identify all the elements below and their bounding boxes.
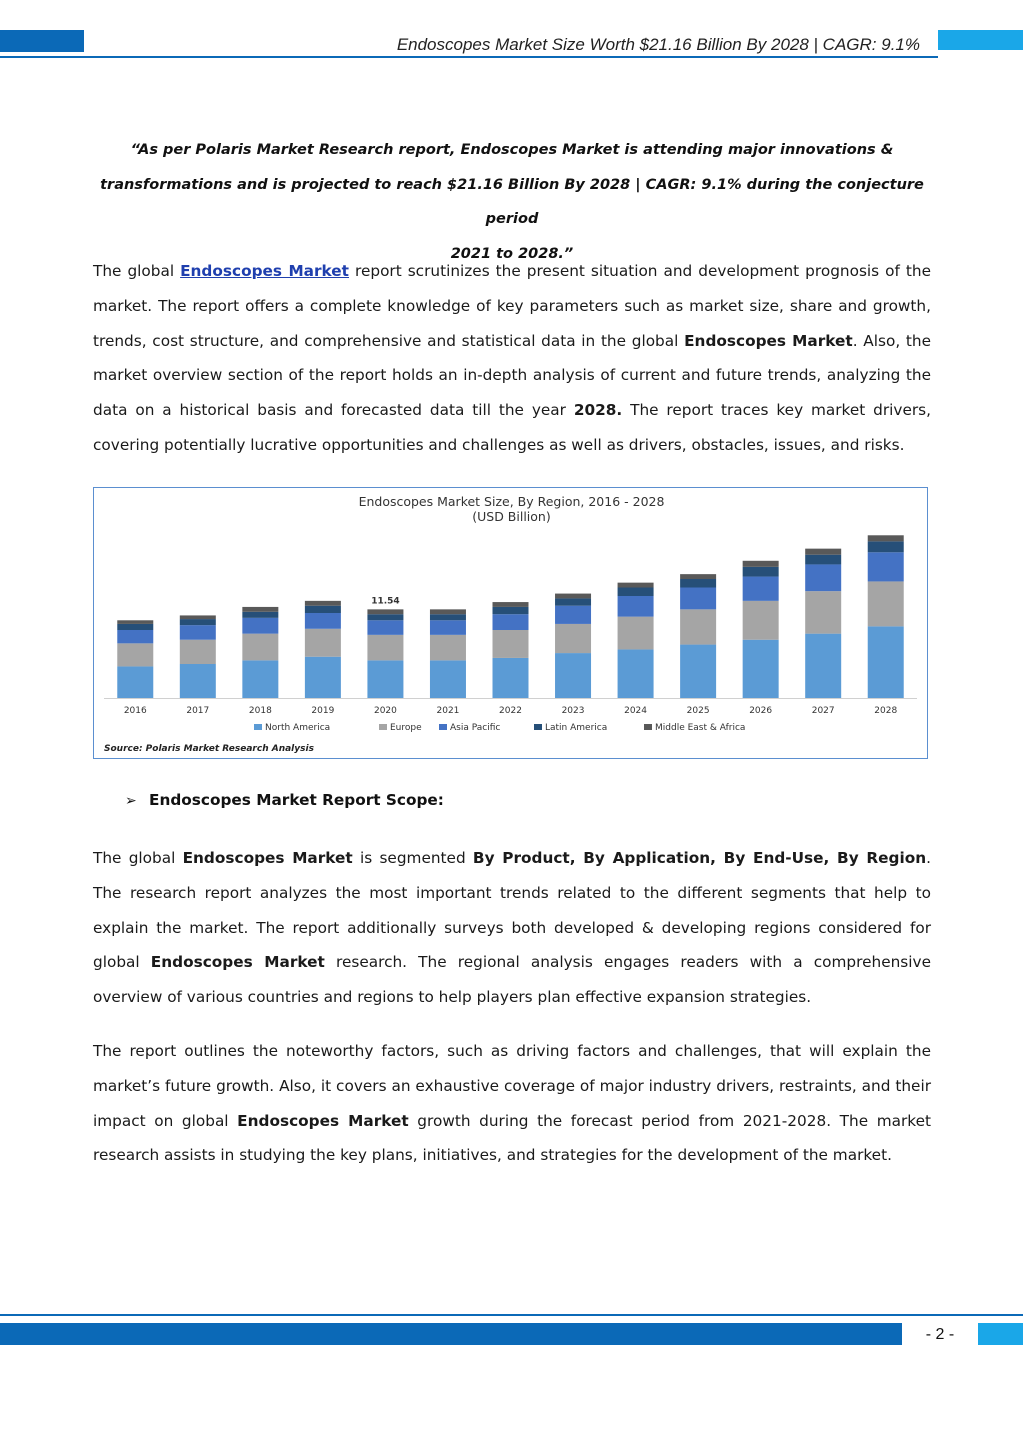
bar-segment bbox=[430, 660, 466, 698]
legend-swatch bbox=[439, 724, 447, 730]
quote-line-3: 2021 to 2028.” bbox=[450, 245, 574, 262]
bar-segment bbox=[117, 643, 153, 666]
x-tick-label: 2019 bbox=[311, 706, 335, 716]
bold-term: Endoscopes Market bbox=[237, 1111, 409, 1130]
bar-segment bbox=[430, 635, 466, 661]
bar-segment bbox=[493, 614, 529, 630]
legend-label: Asia Pacific bbox=[450, 723, 501, 733]
quote-line-1: “As per Polaris Market Research report, Endoscopes Market is attending major innovations & bbox=[130, 142, 894, 158]
text: . The research report analyzes the most important trends related to the different segments that help to explain the market. The report additionally surveys both developed & developing regions considered for global bbox=[93, 849, 931, 972]
bar-segment bbox=[555, 594, 591, 599]
bold-term: Endoscopes Market bbox=[684, 331, 853, 350]
chart-source: Source: Polaris Market Research Analysis bbox=[104, 744, 314, 754]
x-tick-label: 2026 bbox=[749, 706, 773, 716]
segmentation-paragraph bbox=[93, 841, 931, 1015]
bar-segment bbox=[242, 660, 278, 698]
data-label: 11.54 bbox=[371, 596, 400, 607]
header-title: Endoscopes Market Size Worth $21.16 Billion By 2028 | CAGR: 9.1% bbox=[396, 35, 920, 54]
bold-segments: By Product, By Application, By End-Use, By Region bbox=[472, 849, 927, 867]
section-heading bbox=[125, 791, 444, 809]
bar-segment bbox=[180, 615, 216, 619]
bar-segment bbox=[117, 620, 153, 624]
bar-segment bbox=[430, 620, 466, 635]
footer-accent-bar-right bbox=[978, 1323, 1023, 1345]
bar-segment bbox=[493, 630, 529, 658]
bar-segment bbox=[680, 579, 716, 588]
bar-segment bbox=[680, 588, 716, 610]
bar-segment bbox=[305, 657, 341, 698]
section-heading-text: Endoscopes Market Report Scope: bbox=[149, 791, 444, 809]
bar-segment bbox=[180, 640, 216, 664]
x-tick-label: 2018 bbox=[248, 706, 272, 716]
text: report scrutinizes the present situation and development prognosis of the market. The report offers a complete knowledge of key parameters such as market size, share and growth, trends, cost structure, and comprehensive and statistical data in the global bbox=[93, 262, 931, 350]
bar-segment bbox=[305, 613, 341, 629]
x-tick-label: 2024 bbox=[624, 706, 648, 716]
bar-segment bbox=[242, 618, 278, 634]
text: The global bbox=[93, 849, 183, 867]
bar-segment bbox=[805, 634, 841, 698]
legend-swatch bbox=[644, 724, 652, 730]
bar-segment bbox=[743, 577, 779, 601]
bar-segment bbox=[180, 625, 216, 640]
bar-segment bbox=[555, 624, 591, 653]
market-size-chart bbox=[93, 487, 928, 759]
legend-swatch bbox=[379, 724, 387, 730]
chart-subtitle: (USD Billion) bbox=[472, 509, 551, 524]
bar-segment bbox=[618, 617, 654, 650]
bar-segment bbox=[555, 653, 591, 698]
header-accent-bar-left bbox=[0, 30, 84, 52]
bar-segment bbox=[805, 591, 841, 633]
text: research. The regional analysis engages readers with a comprehensive overview of various countries and regions to help players plan effective expansion strategies. bbox=[93, 953, 931, 1007]
legend-label: Latin America bbox=[545, 723, 608, 733]
bar-segment bbox=[180, 664, 216, 698]
x-tick-label: 2016 bbox=[123, 706, 147, 716]
bar-segment bbox=[618, 596, 654, 617]
bar-segment bbox=[743, 640, 779, 698]
x-tick-label: 2028 bbox=[874, 706, 898, 716]
text: The report traces key market drivers, covering potentially lucrative opportunities and challenges as well as drivers, obstacles, issues, and risks. bbox=[93, 401, 931, 454]
legend-label: Middle East & Africa bbox=[655, 723, 746, 733]
bar-segment bbox=[805, 549, 841, 555]
x-tick-label: 2017 bbox=[186, 706, 210, 716]
x-tick-label: 2021 bbox=[436, 706, 460, 716]
bar-segment bbox=[493, 602, 529, 607]
text: . Also, the market overview section of the report holds an in-depth analysis of current and future trends, analyzing the data on a historical basis and forecasted data till the year bbox=[93, 331, 932, 420]
bar-segment bbox=[430, 614, 466, 620]
bar-segment bbox=[367, 620, 403, 635]
growth-factors-paragraph bbox=[93, 1034, 931, 1173]
bar-segment bbox=[180, 619, 216, 625]
bar-segment bbox=[868, 581, 904, 626]
bar-segment bbox=[430, 609, 466, 614]
text: growth during the forecast period from 2021-2028. The market research assists in studying the key plans, initiatives, and strategies for the development of the market. bbox=[93, 1111, 932, 1165]
bar-segment bbox=[242, 607, 278, 612]
bar-segment bbox=[805, 564, 841, 591]
bar-segment bbox=[117, 666, 153, 698]
bar-segment bbox=[868, 626, 904, 698]
chart-canvas bbox=[94, 488, 929, 760]
x-tick-label: 2023 bbox=[561, 706, 585, 716]
bar-segment bbox=[305, 601, 341, 606]
x-tick-label: 2025 bbox=[686, 706, 710, 716]
bar-segment bbox=[117, 630, 153, 643]
legend-swatch bbox=[534, 724, 542, 730]
bar-segment bbox=[367, 614, 403, 620]
bar-segment bbox=[868, 541, 904, 552]
arrow-bullet-icon: ➢ bbox=[125, 793, 137, 809]
bar-segment bbox=[680, 609, 716, 644]
bar-segment bbox=[555, 598, 591, 605]
bar-segment bbox=[493, 607, 529, 614]
x-tick-label: 2022 bbox=[499, 706, 522, 716]
endoscopes-market-link[interactable]: Endoscopes Market bbox=[180, 262, 349, 280]
bar-segment bbox=[555, 606, 591, 624]
bar-segment bbox=[868, 535, 904, 541]
legend-label: Europe bbox=[390, 723, 422, 733]
footer-accent-bar-left bbox=[0, 1323, 902, 1345]
bar-segment bbox=[680, 574, 716, 579]
bar-segment bbox=[493, 658, 529, 698]
bar-segment bbox=[367, 609, 403, 614]
bold-term: Endoscopes Market bbox=[182, 849, 353, 867]
bar-segment bbox=[868, 552, 904, 581]
bar-segment bbox=[242, 634, 278, 661]
text: The global bbox=[93, 262, 181, 280]
quote-line-2: transformations and is projected to reach $21.16 Billion By 2028 | CAGR: 9.1% during the conjecture period bbox=[100, 176, 924, 227]
bar-segment bbox=[805, 555, 841, 565]
bar-segment bbox=[117, 624, 153, 630]
header-accent-bar-right bbox=[938, 30, 1023, 50]
text: is segmented bbox=[352, 849, 473, 867]
page-number: - 2 - bbox=[925, 1326, 955, 1343]
bar-segment bbox=[743, 561, 779, 567]
bold-year: 2028. bbox=[573, 401, 623, 420]
bar-segment bbox=[743, 601, 779, 640]
bar-segment bbox=[618, 583, 654, 588]
x-tick-label: 2020 bbox=[373, 706, 397, 716]
overview-paragraph bbox=[93, 254, 931, 463]
bar-segment bbox=[618, 588, 654, 597]
bar-segment bbox=[242, 612, 278, 618]
bold-term: Endoscopes Market bbox=[150, 953, 325, 972]
x-tick-label: 2027 bbox=[811, 706, 835, 716]
text: The report outlines the noteworthy factors, such as driving factors and challenges, that will explain the market’s future growth. Also, it covers an exhaustive coverage of major industry drivers, restraints, and their impact on global bbox=[93, 1042, 931, 1130]
footer-rule bbox=[0, 1314, 1023, 1316]
bar-segment bbox=[305, 629, 341, 657]
legend-swatch bbox=[254, 724, 262, 730]
intro-quote bbox=[93, 133, 931, 271]
bar-segment bbox=[743, 567, 779, 577]
legend-label: North America bbox=[265, 723, 331, 733]
bar-segment bbox=[367, 660, 403, 698]
chart-title: Endoscopes Market Size, By Region, 2016 - 2028 bbox=[358, 494, 665, 509]
bar-segment bbox=[305, 606, 341, 613]
header-rule bbox=[0, 56, 938, 58]
bar-segment bbox=[680, 645, 716, 698]
bar-segment bbox=[618, 649, 654, 698]
bar-segment bbox=[367, 635, 403, 661]
